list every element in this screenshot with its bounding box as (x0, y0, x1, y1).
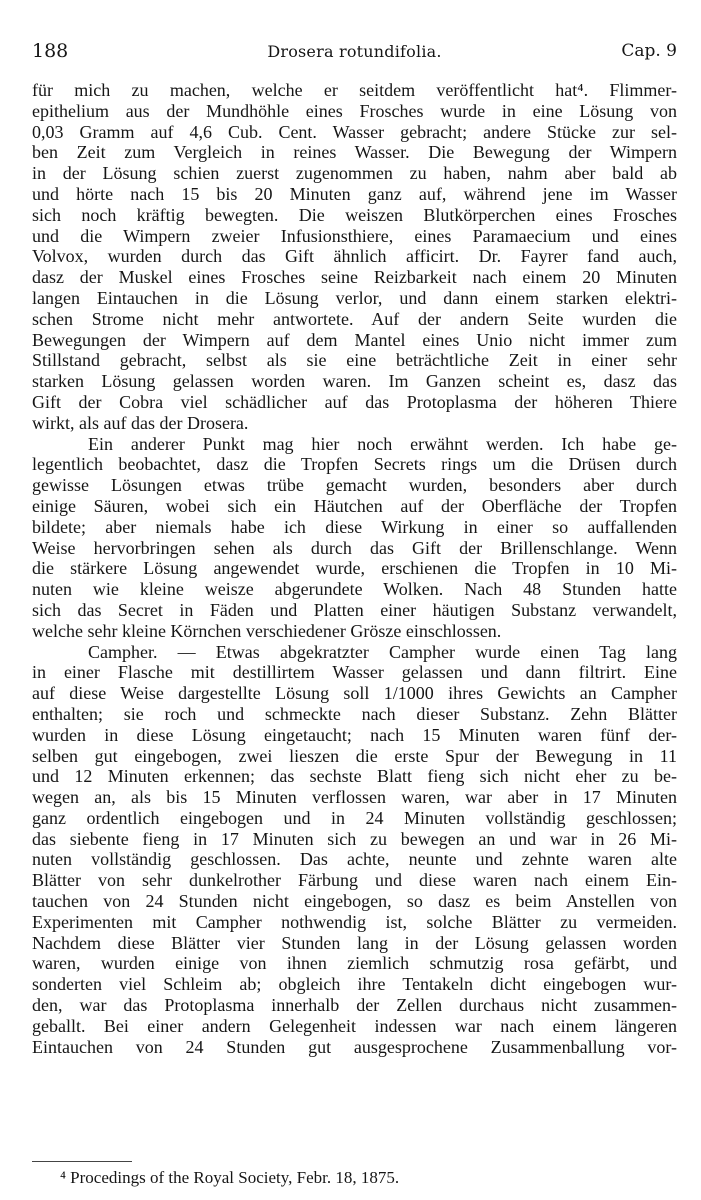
text-line: in der Lösung schien zuerst zugenommen zu haben, nahm aber bald ab (32, 163, 677, 184)
text-line: gewisse Lösungen etwas trübe gemacht wurden, besonders aber durch (32, 475, 677, 496)
text-line: auf diese Weise dargestellte Lösung soll 1/1000 ihres Gewichts an Campher (32, 683, 677, 704)
page-number: 188 (32, 40, 69, 62)
text-line: starken Lösung gelassen worden waren. Im Ganzen scheint es, dasz das (32, 371, 677, 392)
chapter-label: Cap. 9 (621, 41, 677, 61)
text-line: und hörte nach 15 bis 20 Minuten ganz auf, während jene im Wasser (32, 183, 677, 204)
text-line: schen Strome nicht mehr antwortete. Auf der andern Seite wurden die (32, 308, 677, 329)
text-line: epithelium aus der Mundhöhle eines Frosches wurde in eine Lösung von (32, 100, 677, 121)
text-line: Bewegungen der Wimpern auf dem Mantel eines Unio nicht immer zum (32, 329, 677, 350)
page-header (32, 40, 677, 66)
running-title: Drosera rotundifolia. (267, 42, 442, 61)
text-line: waren, wurden einige von ihnen ziemlich schmutzig rosa gefärbt, und (32, 953, 677, 974)
text-line: wirkt, als auf das der Drosera. (32, 412, 249, 433)
text-line (32, 1057, 677, 1078)
text-line: ben Zeit zum Vergleich in reines Wasser. Die Bewegung der Wimpern (32, 142, 677, 163)
text-line: für mich zu machen, welche er seitdem veröffentlicht hat⁴. Flimmer- (32, 80, 677, 100)
text-line: Ein anderer Punkt mag hier noch erwähnt werden. Ich habe ge- (88, 433, 677, 454)
text-line: den, war das Protoplasma innerhalb der Zellen durchaus nicht zusammen- (32, 995, 677, 1016)
text-line: geballt. Bei einer andern Gelegenheit indessen war nach einem längeren (32, 1015, 677, 1036)
text-line: Weise hervorbringen sehen als durch das Gift der Brillenschlange. Wenn (32, 537, 677, 558)
text-line: in einer Flasche mit destillirtem Wasser gelassen und dann filtrirt. Eine (32, 662, 677, 683)
text-line: enthalten; sie roch und schmeckte nach dieser Substanz. Zehn Blätter (32, 703, 677, 724)
text-line: wurden in diese Lösung eingetaucht; nach 15 Minuten waren fünf der- (32, 724, 677, 745)
text-line: 0,03 Gramm auf 4,6 Cub. Cent. Wasser gebracht; andere Stücke zur sel- (32, 121, 677, 142)
text-line: sich noch kräftig bewegten. Die weiszen Blutkörperchen eines Frosches (32, 204, 677, 225)
text-line: Experimenten mit Campher nothwendig ist, solche Blätter zu vermeiden. (32, 911, 677, 932)
text-line: tauchen von 24 Stunden nicht eingebogen, so dasz es beim Anstellen von (32, 891, 677, 912)
footnote-divider (32, 1161, 132, 1162)
text-line: nuten wie kleine weisze abgerundete Wolken. Nach 48 Stunden hatte (32, 579, 677, 600)
text-line: welche sehr kleine Körnchen verschiedener Grösze einschlossen. (32, 620, 502, 641)
text-line: langen Eintauchen in die Lösung verlor, und dann einem starken elektri- (32, 287, 677, 308)
body-text (32, 80, 677, 1078)
text-line: Nachdem diese Blätter vier Stunden lang in der Lösung gelassen worden (32, 932, 677, 953)
footnote: ⁴ Procedings of the Royal Society, Febr. 18, 1875. (60, 1168, 400, 1187)
text-line: die stärkere Lösung angewendet wurde, erschienen die Tropfen in 10 Mi- (32, 558, 677, 579)
text-line: Eintauchen von 24 Stunden gut ausgesprochene Zusammenballung vor- (32, 1036, 677, 1057)
text-line: ganz ordentlich eingebogen und in 24 Minuten vollständig geschlossen; (32, 807, 677, 828)
text-line: selben gut eingebogen, zwei lieszen die erste Spur der Bewegung in 11 (32, 745, 677, 766)
text-line: einige Säuren, wobei sich ein Häutchen auf der Oberfläche der Tropfen (32, 495, 677, 516)
text-line: bildete; aber niemals habe ich diese Wirkung in einer so auffallenden (32, 516, 677, 537)
text-line: und 12 Minuten erkennen; das sechste Blatt fieng sich nicht eher zu be- (32, 766, 677, 787)
text-line: Stillstand gebracht, selbst als sie eine beträchtliche Zeit in einer sehr (32, 350, 677, 371)
text-line: Campher. — Etwas abgekratzter Campher wurde einen Tag lang (88, 641, 677, 662)
text-line: das siebente fieng in 17 Minuten sich zu bewegen an und war in 26 Mi- (32, 828, 677, 849)
text-line: sonderten viel Schleim ab; obgleich ihre Tentakeln dicht eingebogen wur- (32, 974, 677, 995)
text-line: dasz der Muskel eines Frosches seine Reizbarkeit nach einem 20 Minuten (32, 267, 677, 288)
text-line: Volvox, wurden durch das Gift ähnlich afficirt. Dr. Fayrer fand auch, (32, 246, 677, 267)
text-line: nuten vollständig geschlossen. Das achte, neunte und zehnte waren alte (32, 849, 677, 870)
text-line: und die Wimpern zweier Infusionsthiere, eines Paramaecium und eines (32, 225, 677, 246)
text-line: Gift der Cobra viel schädlicher auf das Protoplasma der höheren Thiere (32, 391, 677, 412)
text-line: Blätter von sehr dunkelrother Färbung und diese waren nach einem Ein- (32, 870, 677, 891)
text-line: legentlich beobachtet, dasz die Tropfen Secrets rings um die Drüsen durch (32, 454, 677, 475)
text-line: wegen an, als bis 15 Minuten verflossen waren, war aber in 17 Minuten (32, 787, 677, 808)
text-line: sich das Secret in Fäden und Platten einer häutigen Substanz verwandelt, (32, 599, 677, 620)
